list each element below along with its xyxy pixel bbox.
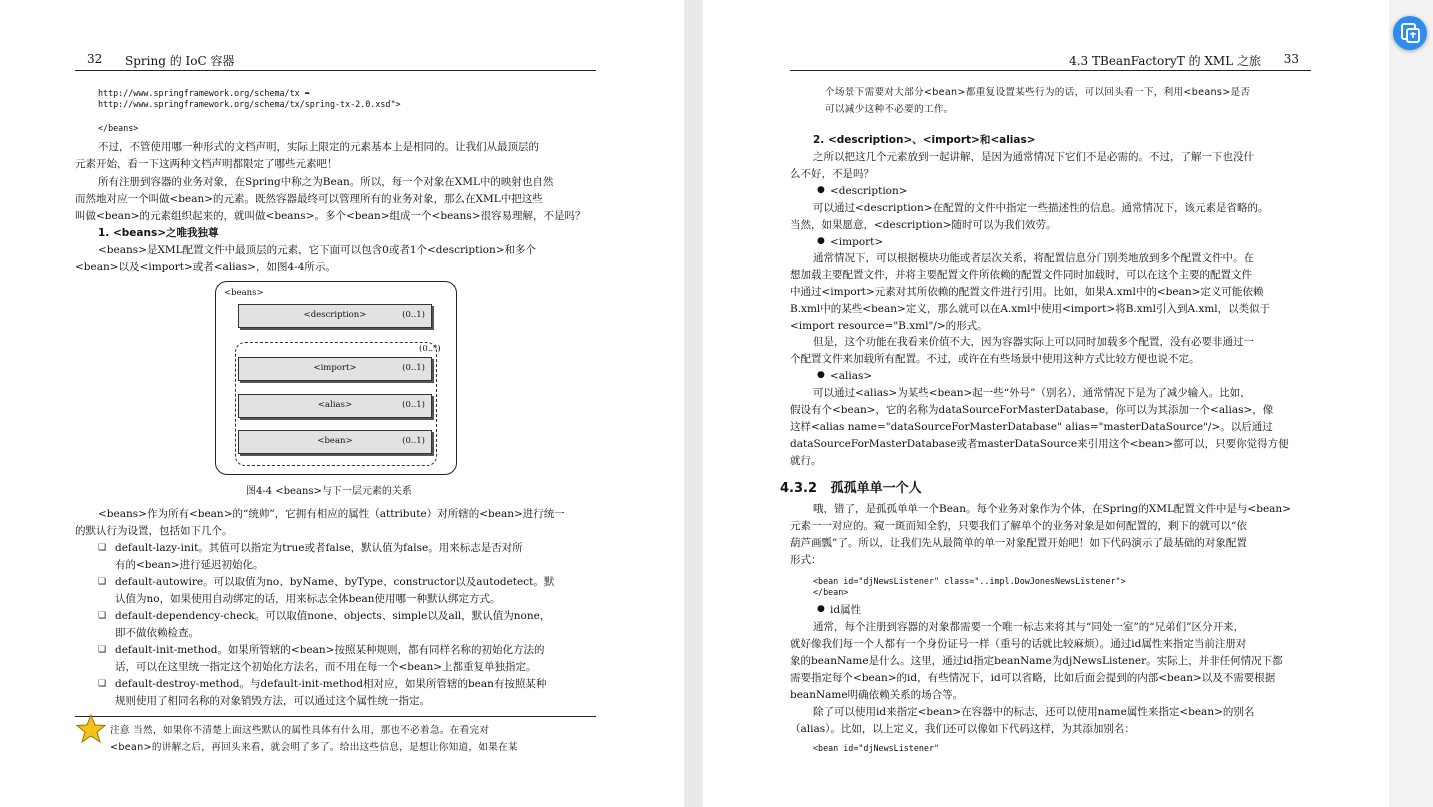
- text-line: （alias）。比如，以上定义，我们还可以像如下代码这样，为其添加别名：: [790, 723, 1135, 735]
- code-line: http://www.springframework.org/schema/tx ➥: [98, 88, 310, 98]
- text-line: 通常，每个注册到容器的对象都需要一个唯一标志来将其与“同处一室”的“兄弟们”区分开来，: [813, 621, 1244, 633]
- text-line: default-lazy-init。其值可以指定为true或者false，默认值为false。用来标志是否对所: [115, 542, 523, 554]
- text-line: 图4-4 <beans>与下一层元素的关系: [246, 486, 412, 497]
- text-line: 假设有个<bean>，它的名称为dataSourceForMasterDatabase，你可以为其添加一个<alias>，像: [790, 404, 1274, 416]
- bean-box: [238, 430, 432, 454]
- bullet-box-icon: ❑: [98, 543, 107, 553]
- text-line: 注意 当然，如果你不清楚上面这些默认的属性具体有什么用，那也不必着急。在看完对: [110, 725, 490, 736]
- text-line: 1. <beans>之唯我独尊: [98, 227, 219, 239]
- code-line: http://www.springframework.org/schema/tx/spring-tx-2.0.xsd">: [98, 99, 401, 109]
- beans-diagram: [215, 281, 457, 475]
- text-line: id属性: [830, 604, 862, 616]
- multiplicity-label: (0..1): [402, 310, 425, 320]
- bullet-box-icon: ❑: [98, 611, 107, 621]
- left-page: [0, 0, 684, 807]
- beans-label: <beans>: [224, 288, 264, 298]
- import-box: [238, 357, 432, 381]
- left-page-header: [75, 52, 596, 71]
- bullet-dot-icon: ●: [817, 185, 825, 195]
- text-line: beanName明确依赖关系的场合等。: [790, 689, 964, 701]
- text-line: default-destroy-method。与default-init-method相对应，如果所管辖的bean有按照某种: [115, 678, 547, 690]
- text-line: <import resource="B.xml"/>的形式。: [790, 320, 988, 332]
- text-line: <description>: [830, 185, 908, 197]
- text-line: 么不好，不是吗？: [790, 168, 874, 180]
- running-title: 4.3 TBeanFactoryT 的 XML 之旅: [1069, 54, 1261, 68]
- text-line: 就好像我们每一个人都有一个身份证号一样（重号的话就比较麻烦）。通过id属性来指定当前注册对: [790, 638, 1247, 650]
- right-page-header: [790, 52, 1311, 71]
- text-line: 2. <description>、<import>和<alias>: [813, 134, 1036, 146]
- text-line: 之所以把这几个元素放到一起讲解，是因为通常情况下它们不是必需的。不过，了解一下也没什: [813, 151, 1254, 163]
- text-line: 所有注册到容器的业务对象，在Spring中称之为Bean。所以，每一个对象在XML中的映射也自然: [98, 176, 554, 188]
- text-line: default-dependency-check。可以取值none、objects、simple以及all，默认值为none，: [115, 610, 551, 622]
- text-line: 个场景下需要对大部分<bean>都重复设置某些行为的话，可以回头看一下，利用<beans>是否: [825, 87, 1251, 98]
- text-line: dataSourceForMasterDatabase或者masterDataSource来引用这个<bean>都可以，只要你觉得方便: [790, 438, 1289, 450]
- text-line: <beans>是XML配置文件中最顶层的元素，它下面可以包含0或者1个<description>和多个: [98, 244, 537, 256]
- text-line: <import>: [830, 236, 884, 248]
- text-line: 个配置文件来加载所有配置。不过，或许在有些场景中使用这种方式比较方便也说不定。: [790, 353, 1200, 365]
- text-line: 规则使用了相同名称的对象销毁方法，可以通过这个属性统一指定。: [115, 695, 430, 707]
- bean-label: <bean>: [317, 436, 353, 446]
- group-multiplicity: (0..*): [419, 344, 441, 354]
- code-line: </bean>: [813, 587, 849, 597]
- text-line: <bean>以及<import>或者<alias>，如图4-4所示。: [75, 261, 336, 273]
- text-line: 但是，这个功能在我看来价值不大，因为容器实际上可以同时加载多个配置，没有必要非通过一: [813, 336, 1254, 348]
- text-line: <alias>: [830, 370, 873, 382]
- bullet-box-icon: ❑: [98, 645, 107, 655]
- description-box: [238, 304, 432, 328]
- text-line: 而然地对应一个叫做<bean>的元素。既然容器最终可以管理所有的业务对象，那么在XML中把这些: [75, 193, 543, 205]
- text-line: 当然，如果愿意，<description>随时可以为我们效劳。: [790, 219, 1057, 231]
- bullet-box-icon: ❑: [98, 577, 107, 587]
- right-page: [703, 0, 1389, 807]
- text-line: 除了可以使用id来指定<bean>在容器中的标志，还可以使用name属性来指定<bean>的别名: [813, 706, 1255, 718]
- alias-box: [238, 394, 432, 418]
- translate-icon: [1393, 16, 1427, 50]
- page-number: 33: [1283, 52, 1299, 66]
- text-line: 通常情况下，可以根据模块功能或者层次关系，将配置信息分门别类地放到多个配置文件中。在: [813, 252, 1254, 264]
- text-line: 不过，不管使用哪一种形式的文档声明，实际上限定的元素基本上是相同的。让我们从最顶层的: [98, 141, 539, 153]
- text-line: 就行。: [790, 455, 822, 467]
- text-line: 话，可以在这里统一指定这个初始化方法名，而不用在每一个<bean>上都重复单独指定。: [115, 661, 537, 673]
- alias-label: <alias>: [317, 400, 353, 410]
- text-line: 可以减少这种不必要的工作。: [825, 104, 954, 115]
- text-line: 中通过<import>元素对其所依赖的配置文件进行引用。比如，如果A.xml中的<bean>定义可能依赖: [790, 286, 1264, 298]
- multiplicity-label: (0..1): [402, 436, 425, 446]
- section-heading: [780, 477, 922, 496]
- text-line: 需要指定每个<bean>的id，有些情况下，id可以省略，比如后面会提到的内部<bean>以及不需要根据: [790, 672, 1276, 684]
- text-line: 可以通过<description>在配置的文件中指定一些描述性的信息。通常情况下，该元素是省略的。: [813, 202, 1269, 214]
- description-label: <description>: [303, 310, 367, 320]
- note-rule: [75, 716, 596, 717]
- code-line: <bean id="djNewsListener" class="..impl.DowJonesNewsListener">: [813, 576, 1126, 586]
- text-line: 的默认行为设置，包括如下几个。: [75, 525, 233, 537]
- text-line: 认值为no，如果使用自动绑定的话，用来标志全体bean使用哪一种默认绑定方式。: [115, 593, 501, 605]
- text-line: 葫芦画瓢”了。所以，让我们先从最简单的单一对象配置开始吧！如下代码演示了最基础的对象配置: [790, 537, 1247, 549]
- bullet-dot-icon: ●: [817, 236, 825, 246]
- multiplicity-label: (0..1): [402, 400, 425, 410]
- section-number: 4.3.2: [780, 481, 818, 496]
- page-number: 32: [87, 52, 103, 66]
- code-line: <bean id="djNewsListener": [813, 743, 940, 753]
- import-label: <import>: [313, 363, 357, 373]
- side-panel: [1389, 0, 1433, 807]
- multiplicity-label: (0..1): [402, 363, 425, 373]
- text-line: 元素一一对应的。窥一斑而知全豹，只要我们了解单个的业务对象是如何配置的，剩下的就可以“依: [790, 520, 1247, 532]
- text-line: <beans>作为所有<bean>的“统帅”，它拥有相应的属性（attribute）对所辖的<bean>进行统一: [98, 508, 565, 520]
- text-line: 有的<bean>进行延迟初始化。: [115, 559, 264, 571]
- text-line: 元素开始，看一下这两种文档声明都限定了哪些元素吧！: [75, 158, 338, 170]
- text-line: 这样<alias name="dataSourceForMasterDatabase" alias="masterDataSource"/>。以后通过: [790, 421, 1273, 433]
- star-note-icon: [76, 714, 106, 744]
- bullet-dot-icon: ●: [817, 604, 825, 614]
- bullet-dot-icon: ●: [817, 370, 825, 380]
- code-line: </beans>: [98, 123, 139, 133]
- text-line: 象的beanName是什么。这里，通过id指定beanName为djNewsListener。实际上，并非任何情况下都: [790, 655, 1283, 667]
- text-line: 形式：: [790, 554, 822, 566]
- running-title: Spring 的 IoC 容器: [125, 54, 235, 68]
- text-line: default-autowire。可以取值为no、byName、byType、constructor以及autodetect。默: [115, 576, 555, 588]
- translate-button[interactable]: [1393, 16, 1427, 50]
- section-title: 孤孤单单一个人: [830, 481, 922, 496]
- text-line: <bean>的讲解之后，再回头来看，就会明了多了。给出这些信息，是想让你知道，如果在某: [110, 742, 518, 753]
- text-line: 想加载主要配置文件，并将主要配置文件所依赖的配置文件同时加载时，可以在这个主要的配置文件: [790, 269, 1252, 281]
- text-line: 叫做<bean>的元素组织起来的，就叫做<beans>。多个<bean>组成一个<beans>很容易理解，不是吗？: [75, 210, 586, 222]
- text-line: 哦，错了，是孤孤单单一个Bean。每个业务对象作为个体，在Spring的XML配置文件中是与<bean>: [813, 503, 1291, 515]
- text-line: 可以通过<alias>为某些<bean>起一些“外号”（别名），通常情况下是为了减少输入。比如，: [813, 387, 1251, 399]
- text-line: B.xml中的某些<bean>定义，那么就可以在A.xml中使用<import>将B.xml引入到A.xml，以类似于: [790, 303, 1271, 315]
- bullet-box-icon: ❑: [98, 679, 107, 689]
- text-line: default-init-method。如果所管辖的<bean>按照某种规则，都有同样名称的初始化方法的: [115, 644, 545, 656]
- text-line: 即不做依赖检查。: [115, 627, 199, 639]
